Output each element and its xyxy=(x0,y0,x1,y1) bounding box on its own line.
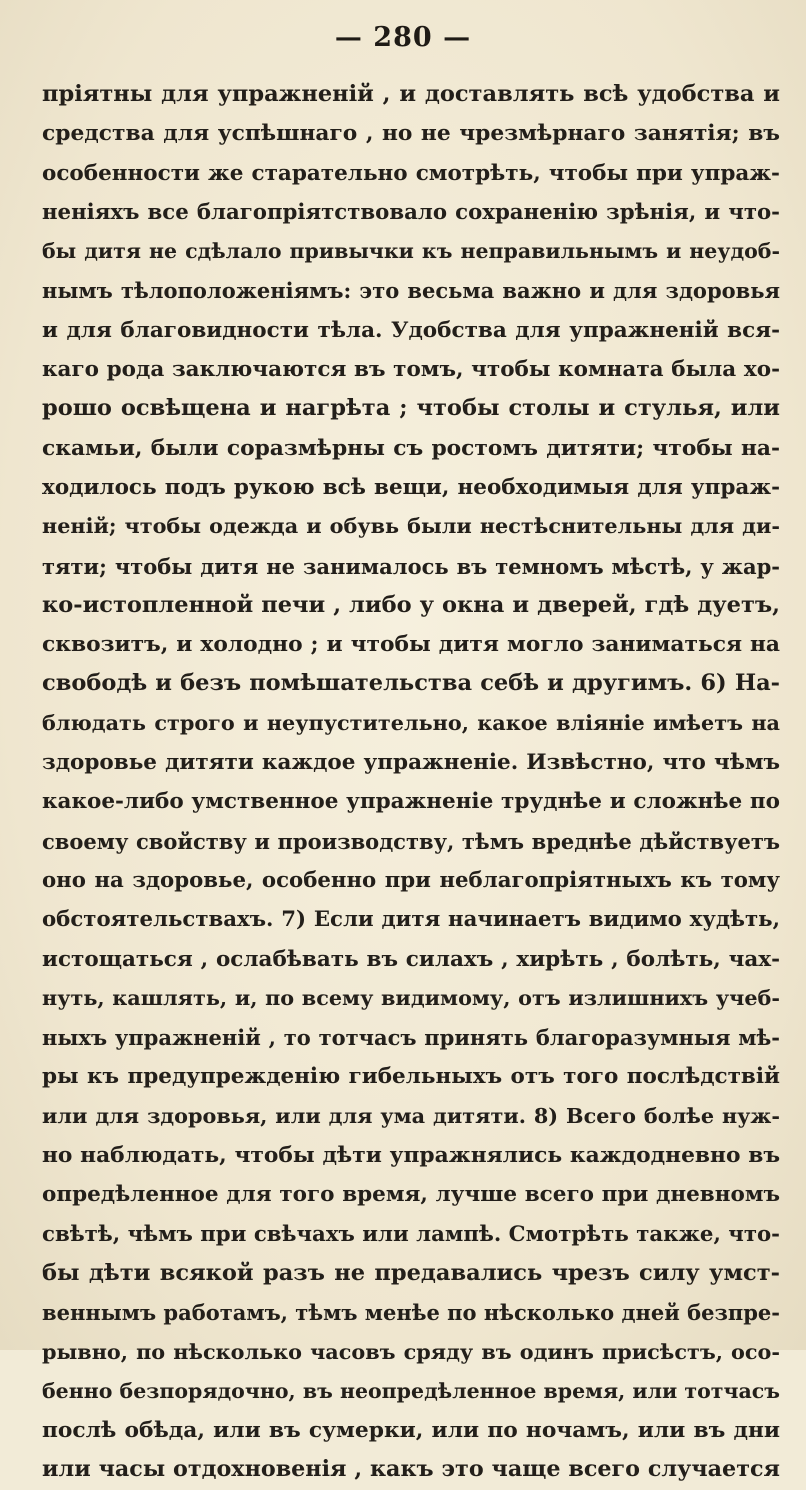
text-line: послѣ обѣда, или въ сумерки, или по ночамъ, или въ дни xyxy=(42,1418,780,1444)
text-line: или часы отдохновенія , какъ это чаще всего случается xyxy=(42,1456,780,1483)
text-line: свѣтѣ, чѣмъ при свѣчахъ или лампѣ. Смотрѣть также, что- xyxy=(42,1221,780,1247)
text-line: бы дитя не сдѣлало привычки къ неправильнымъ и неудоб- xyxy=(42,239,780,264)
text-line: ныхъ упражненій , то тотчасъ принять благоразумныя мѣ- xyxy=(42,1025,780,1051)
text-line: нуть, кашлять, и, по всему видимому, отъ излишнихъ учеб- xyxy=(42,985,780,1010)
text-line: рошо освѣщена и нагрѣта ; чтобы столы и стулья, или xyxy=(42,395,780,422)
text-line: каго рода заключаются въ томъ, чтобы комната была хо- xyxy=(42,357,780,383)
text-line: нымъ тѣлоположеніямъ: это весьма важно и для здоровья xyxy=(42,278,780,304)
text-line: сквозитъ, и холодно ; и чтобы дитя могло заниматься на xyxy=(42,632,780,658)
text-line: ры къ предупрежденію гибельныхъ отъ того послѣдствій xyxy=(42,1064,780,1090)
body-text xyxy=(42,75,780,1490)
text-line: тяти; чтобы дитя не занималось въ темномъ мѣстѣ, у жар- xyxy=(42,553,780,579)
text-line: какое-либо умственное упражненіе труднѣе и сложнѣе по xyxy=(42,789,780,815)
text-line: свободѣ и безъ помѣшательства себѣ и другимъ. 6) На- xyxy=(42,670,780,697)
text-line: и для благовидности тѣла. Удобства для упражненій вся- xyxy=(42,317,780,343)
text-line: веннымъ работамъ, тѣмъ менѣе по нѣсколько дней безпре- xyxy=(42,1300,780,1326)
text-line: здоровье дитяти каждое упражненіе. Извѣстно, что чѣмъ xyxy=(42,750,780,776)
text-line: особенности же старательно смотрѣть, чтобы при упраж- xyxy=(42,160,780,186)
text-line: но наблюдать, чтобы дѣти упражнялись каждодневно въ xyxy=(42,1143,780,1169)
text-line: ко-истопленной печи , либо у окна и дверей, гдѣ дуетъ, xyxy=(42,591,780,618)
page-number: — 280 — xyxy=(334,22,472,53)
text-line: истощаться , ослабѣвать въ силахъ , хирѣть , болѣть, чах- xyxy=(42,946,780,972)
text-line: блюдать строго и неупустительно, какое вліяніе имѣетъ на xyxy=(42,710,780,735)
text-line: бенно безпорядочно, въ неопредѣленное время, или тотчасъ xyxy=(42,1378,780,1403)
text-line: оно на здоровье, особенно при неблагопріятныхъ къ тому xyxy=(42,867,780,893)
text-line: ходилось подъ рукою всѣ вещи, необходимыя для упраж- xyxy=(42,474,780,500)
text-line: или для здоровья, или для ума дитяти. 8) Всего болѣе нуж- xyxy=(42,1103,780,1128)
text-line: бы дѣти всякой разъ не предавались чрезъ силу умст- xyxy=(42,1259,780,1286)
text-line: обстоятельствахъ. 7) Если дитя начинаетъ видимо худѣть, xyxy=(42,907,780,933)
text-line: неніяхъ все благопріятствовало сохраненію зрѣнія, и что- xyxy=(42,199,780,225)
text-line: скамьи, были соразмѣрны съ ростомъ дитяти; чтобы на- xyxy=(42,435,780,461)
text-line: опредѣленное для того время, лучше всего при дневномъ xyxy=(42,1182,780,1208)
text-line: своему свойству и производству, тѣмъ вреднѣе дѣйствуетъ xyxy=(42,828,780,854)
text-line: пріятны для упражненій , и доставлять всѣ удобства и xyxy=(42,81,780,107)
text-line: неній; чтобы одежда и обувь были нестѣснительны для ди- xyxy=(42,514,780,539)
text-line: рывно, по нѣсколько часовъ сряду въ одинъ присѣстъ, осо- xyxy=(42,1339,780,1364)
text-line: средства для успѣшнаго , но не чрезмѣрнаго занятія; въ xyxy=(42,121,780,147)
